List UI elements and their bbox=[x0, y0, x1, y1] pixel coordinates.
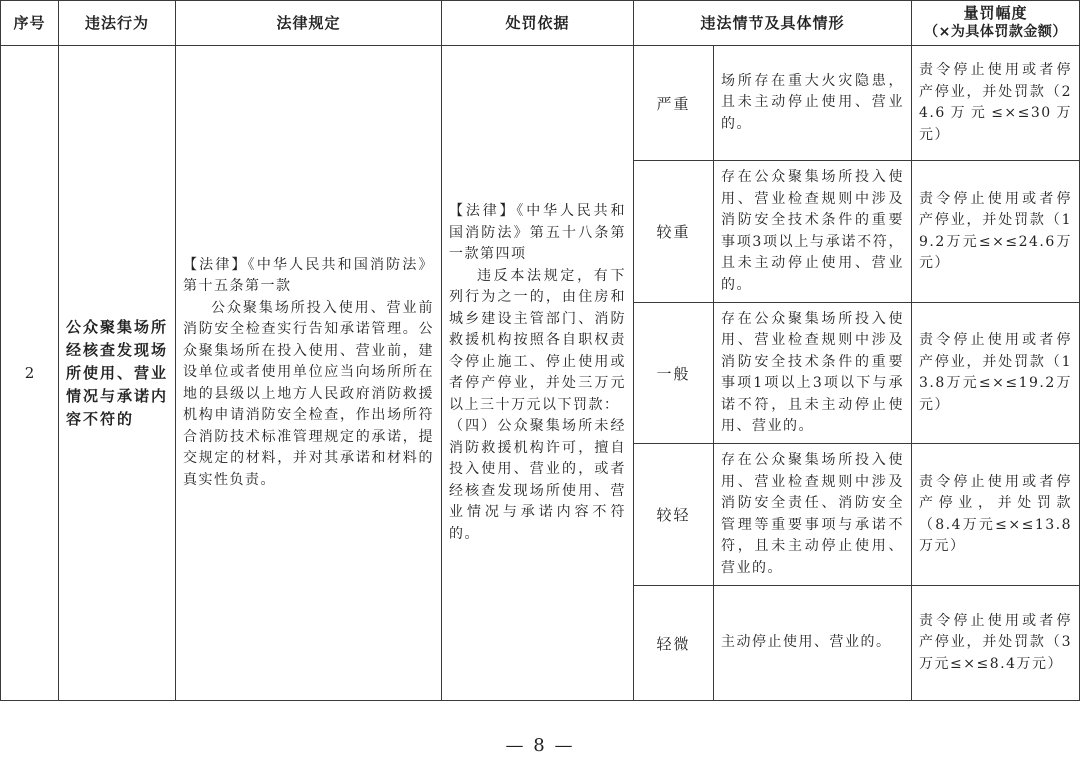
header-violation: 违法行为 bbox=[59, 1, 176, 46]
level-label: 一般 bbox=[634, 303, 714, 444]
header-penalty-range bbox=[912, 1, 1080, 46]
legal-provision-cell bbox=[176, 46, 442, 701]
penalty-basis-cell bbox=[442, 46, 634, 701]
level-label: 较重 bbox=[634, 161, 714, 303]
penalty-basis-source: 【法律】《中华人民共和国消防法》第五十八条第一款第四项 bbox=[449, 203, 626, 262]
header-row bbox=[1, 1, 1080, 46]
penalty-range-cell: 责令停止使用或者停产停业，并处罚款（24.6万元≤×≤30万元） bbox=[912, 46, 1080, 161]
circumstance-cell: 主动停止使用、营业的。 bbox=[714, 586, 912, 701]
circumstance-cell: 存在公众聚集场所投入使用、营业检查规则中涉及消防安全技术条件的重要事项3项以上与承诺不符，且未主动停止使用、营业的。 bbox=[714, 161, 912, 303]
penalty-range-cell: 责令停止使用或者停产停业，并处罚款（13.8万元≤×≤19.2万元） bbox=[912, 303, 1080, 444]
header-penalty-range-title: 量罚幅度 bbox=[963, 4, 1028, 22]
penalty-range-cell: 责令停止使用或者停产停业，并处罚款（19.2万元≤×≤24.6万元） bbox=[912, 161, 1080, 303]
header-index: 序号 bbox=[1, 1, 59, 46]
header-legal-provision: 法律规定 bbox=[176, 1, 442, 46]
level-label: 轻微 bbox=[634, 586, 714, 701]
penalty-range-cell: 责令停止使用或者停产停业，并处罚款（8.4万元≤×≤13.8万元） bbox=[912, 444, 1080, 586]
header-circumstances: 违法情节及具体情形 bbox=[634, 1, 912, 46]
level-label: 较轻 bbox=[634, 444, 714, 586]
circumstance-cell: 场所存在重大火灾隐患，且未主动停止使用、营业的。 bbox=[714, 46, 912, 161]
violation-cell: 公众聚集场所经核查发现场所使用、营业情况与承诺内容不符的 bbox=[59, 46, 176, 701]
header-penalty-basis: 处罚依据 bbox=[442, 1, 634, 46]
page-number: — 8 — bbox=[505, 735, 575, 756]
row-index: 2 bbox=[1, 46, 59, 701]
table-row bbox=[1, 46, 1080, 161]
legal-provision-source: 【法律】《中华人民共和国消防法》第十五条第一款 bbox=[183, 256, 434, 295]
level-label: 严重 bbox=[634, 46, 714, 161]
legal-provision-text: 公众聚集场所投入使用、营业前消防安全检查实行告知承诺管理。公众聚集场所在投入使用、营业前，建设单位或者使用单位应当向场所所在地的县级以上地方人民政府消防救援机构申请消防安全检查，作出场所符合消防技术标准管理规定的承诺，提交规定的材料，并对其承诺和材料的真实性负责。 bbox=[183, 299, 434, 488]
penalty-basis-item: （四）公众聚集场所未经消防救援机构许可，擅自投入使用、营业的，或者经核查发现场所使用、营业情况与承诺内容不符的。 bbox=[449, 418, 626, 542]
circumstance-cell: 存在公众聚集场所投入使用、营业检查规则中涉及消防安全责任、消防安全管理等重要事项与承诺不符，且未主动停止使用、营业的。 bbox=[714, 444, 912, 586]
circumstance-cell: 存在公众聚集场所投入使用、营业检查规则中涉及消防安全技术条件的重要事项1项以上3项以下与承诺不符，且未主动停止使用、营业的。 bbox=[714, 303, 912, 444]
penalty-basis-text: 违反本法规定，有下列行为之一的，由住房和城乡建设主管部门、消防救援机构按照各自职权责令停止施工、停止使用或者停产停业，并处三万元以上三十万元以下罚款： bbox=[449, 267, 626, 413]
header-penalty-range-note: （×为具体罚款金额） bbox=[924, 24, 1067, 40]
penalty-range-cell: 责令停止使用或者停产停业，并处罚款（3万元≤×≤8.4万元） bbox=[912, 586, 1080, 701]
